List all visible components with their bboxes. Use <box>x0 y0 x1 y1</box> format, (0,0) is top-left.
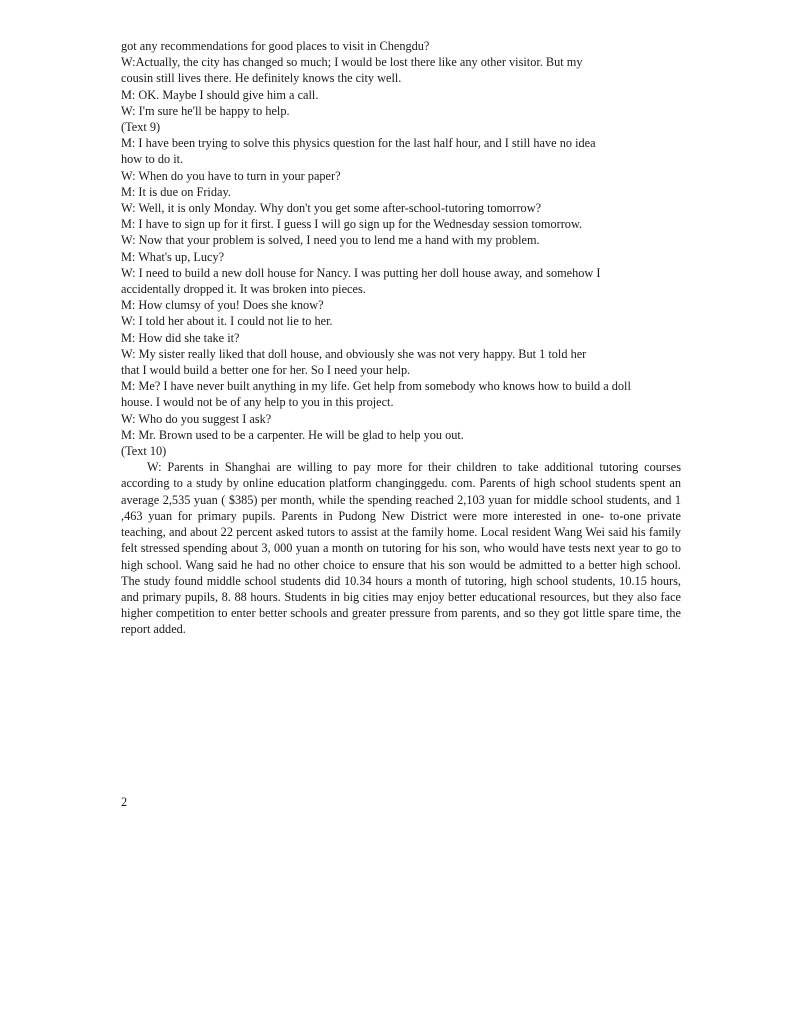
text-line: M: How did she take it? <box>121 330 240 345</box>
text-line: W: I told her about it. I could not lie to her. <box>121 314 333 329</box>
text-line: M: I have to sign up for it first. I guess I will go sign up for the Wednesday session tomorrow. <box>121 217 583 232</box>
text-line: W: Who do you suggest I ask? <box>121 411 272 426</box>
text-line: M: What's up, Lucy? <box>121 249 225 264</box>
text-line: W: Well, it is only Monday. Why don't you get some after-school-tutoring tomorrow? <box>121 201 542 216</box>
text-line: W: When do you have to turn in your paper? <box>121 168 341 183</box>
page-number: 2 <box>121 795 128 809</box>
text-line: M: It is due on Friday. <box>121 184 231 199</box>
text-line: W: Now that your problem is solved, I need you to lend me a hand with my problem. <box>121 233 540 248</box>
document-page <box>121 38 681 638</box>
text-line: got any recommendations for good places to visit in Chengdu? <box>121 39 430 53</box>
text-line: M: Mr. Brown used to be a carpenter. He will be glad to help you out. <box>121 427 464 442</box>
text-line: M: I have been trying to solve this physics question for the last half hour, and I still have no idea <box>121 136 596 151</box>
text-line: M: How clumsy of you! Does she know? <box>121 298 324 313</box>
text-line: how to do it. <box>121 152 184 167</box>
text-line: W:Actually, the city has changed so much; I would be lost there like any other visitor. But my <box>121 55 583 70</box>
text-line: house. I would not be of any help to you in this project. <box>121 395 394 410</box>
text-line: W: My sister really liked that doll house, and obviously she was not very happy. But 1 told her <box>121 346 587 361</box>
text-line: W: I'm sure he'll be happy to help. <box>121 103 290 118</box>
section-heading-text-9: (Text 9) <box>121 120 161 135</box>
text-line: M: OK. Maybe I should give him a call. <box>121 87 319 102</box>
text-line: cousin still lives there. He definitely knows the city well. <box>121 71 402 86</box>
section-heading-text-10: (Text 10) <box>121 444 167 459</box>
text-line: M: Me? I have never built anything in my life. Get help from somebody who knows how to build a doll <box>121 379 631 394</box>
text-line: W: I need to build a new doll house for Nancy. I was putting her doll house away, and somehow I <box>121 265 601 280</box>
text10-paragraph: W: Parents in Shanghai are willing to pay more for their children to take additional tutoring courses according to a study by online education platform changinggedu. com. Parents of high school students spent an average 2,535 yuan ( $385) per month, while the spending reached 2,103 yuan for middle school students, and 1 ,463 yuan for primary pupils. Parents in Pudong New District were more interested in one- to-one private teaching, and about 22 percent asked tutors to assist at the family home. Local resident Wang Wei said his family felt stressed spending about 3, 000 yuan a month on tutoring for his son, who would have tests next year to go to high school. Wang said he had no other choice to ensure that his son would be admitted to a better high school. The study found middle school students did 10.34 hours a month of tutoring, high school students, 10.15 hours, and primary pupils, 8. 88 hours. Students in big cities may enjoy better educational resources, but they also face higher competition to enter better schools and greater pressure from parents, and so they got little spare time, the report added. <box>121 460 681 637</box>
text-line: that I would build a better one for her. So I need your help. <box>121 363 411 378</box>
text-line: accidentally dropped it. It was broken into pieces. <box>121 282 366 297</box>
